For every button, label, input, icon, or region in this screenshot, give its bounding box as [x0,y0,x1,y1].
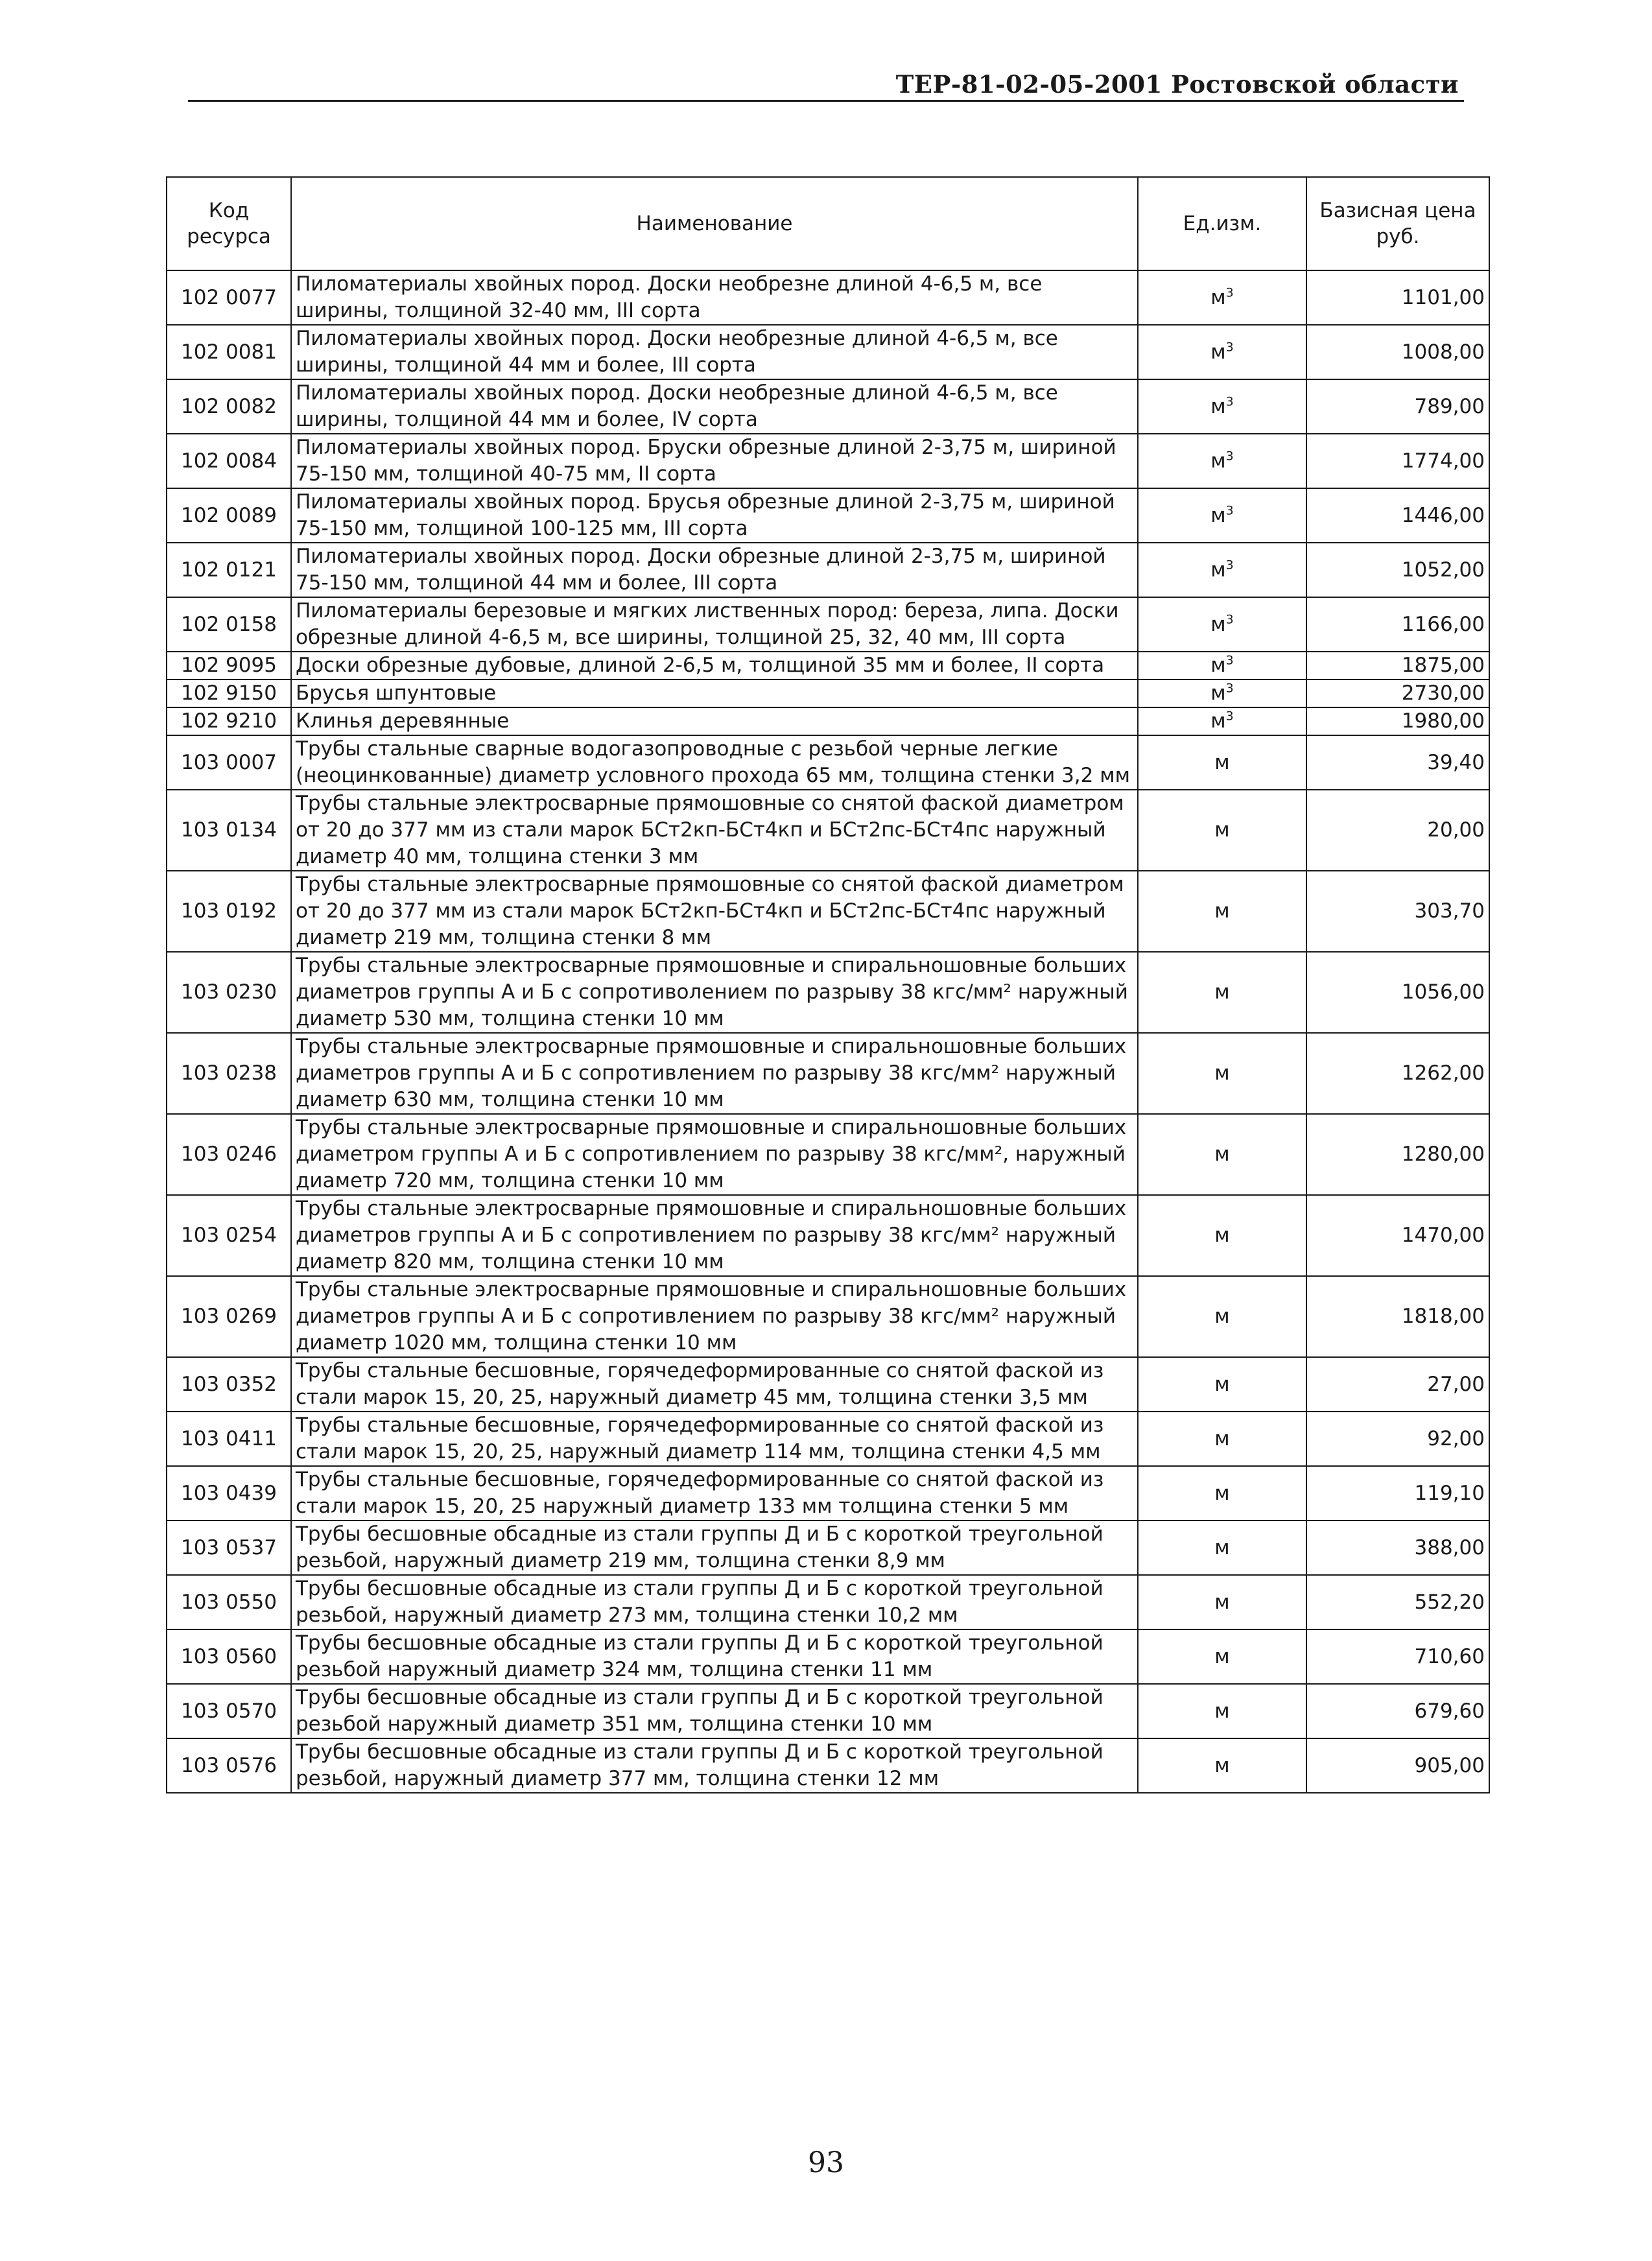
unit-symbol: м [1214,980,1230,1004]
resource-name: Пиломатериалы хвойных пород. Доски необрезне длиной 4-6,5 м, все ширины, толщиной 32-40 мм, III сорта [291,270,1138,325]
resource-code: 103 0238 [167,1033,291,1114]
base-price: 1056,00 [1306,952,1489,1033]
table-row [167,270,1489,325]
table-row [167,597,1489,652]
base-price: 679,60 [1306,1684,1489,1738]
unit-symbol: м [1214,1426,1230,1450]
base-price: 1875,00 [1306,652,1489,680]
resource-name: Брусья шпунтовые [291,680,1138,707]
table-row [167,1276,1489,1357]
unit-exponent: 3 [1225,285,1234,300]
resource-name: Трубы стальные бесшовные, горячедеформированные со снятой фаской из стали марок 15, 20, 25 наружный диаметр 133 мм толщина стенки 5 мм [291,1466,1138,1521]
unit-symbol: м [1214,1061,1230,1085]
resource-code: 102 0084 [167,434,291,488]
resource-name: Трубы стальные бесшовные, горячедеформированные со снятой фаской из стали марок 15, 20, 25, наружный диаметр 114 мм, толщина стенки 4,5 мм [291,1412,1138,1466]
resource-unit [1138,1195,1306,1276]
unit-exponent: 3 [1225,709,1234,724]
unit-symbol: м [1210,612,1226,636]
resource-unit [1138,1114,1306,1195]
resource-code: 102 9095 [167,652,291,680]
resource-name: Трубы бесшовные обсадные из стали группы Д и Б с короткой треугольной резьбой, наружный диаметр 377 мм, толщина стенки 12 мм [291,1738,1138,1793]
table-row [167,1195,1489,1276]
unit-symbol: м [1210,449,1226,473]
base-price: 2730,00 [1306,680,1489,707]
resource-unit [1138,680,1306,707]
base-price: 1052,00 [1306,543,1489,597]
unit-symbol: м [1210,558,1226,582]
resource-code: 103 0254 [167,1195,291,1276]
unit-symbol: м [1210,285,1226,309]
resource-unit [1138,270,1306,325]
base-price: 1470,00 [1306,1195,1489,1276]
table-row [167,652,1489,680]
resource-code: 103 0439 [167,1466,291,1521]
base-price: 92,00 [1306,1412,1489,1466]
resource-name: Трубы стальные электросварные прямошовные со снятой фаской диаметром от 20 до 377 мм из стали марок БСт2кп-БСт4кп и БСт2пс-БСт4пс наружный диаметр 219 мм, толщина стенки 8 мм [291,871,1138,952]
table-row [167,790,1489,871]
base-price: 1280,00 [1306,1114,1489,1195]
unit-symbol: м [1214,1142,1230,1166]
base-price: 1818,00 [1306,1276,1489,1357]
unit-exponent: 3 [1225,558,1234,573]
resource-unit [1138,543,1306,597]
base-price: 1980,00 [1306,707,1489,735]
column-header-code: Код ресурса [167,177,291,270]
resource-unit [1138,871,1306,952]
base-price: 1008,00 [1306,325,1489,379]
unit-exponent: 3 [1225,681,1234,696]
table-header-row [167,177,1489,270]
column-header-name: Наименование [291,177,1138,270]
resource-name: Трубы стальные электросварные прямошовные и спиральношовные больших диаметров группы А и Б с сопротиволением по разрыву 38 кгс/мм² наружный диаметр 530 мм, толщина стенки 10 мм [291,952,1138,1033]
table-row [167,543,1489,597]
resource-unit [1138,1466,1306,1521]
column-header-unit: Ед.изм. [1138,177,1306,270]
base-price: 388,00 [1306,1521,1489,1575]
resource-unit [1138,1521,1306,1575]
unit-exponent: 3 [1225,612,1234,627]
unit-exponent: 3 [1225,653,1234,668]
table-row [167,1521,1489,1575]
resource-code: 103 0269 [167,1276,291,1357]
resource-unit [1138,434,1306,488]
unit-symbol: м [1214,899,1230,923]
resource-code: 103 0352 [167,1357,291,1412]
unit-symbol: м [1214,1481,1230,1505]
resource-name: Трубы стальные сварные водогазопроводные с резьбой черные легкие (неоцинкованные) диаметр условного прохода 65 мм, толщина стенки 3,2 мм [291,735,1138,790]
resource-unit [1138,652,1306,680]
resource-name: Трубы стальные электросварные прямошовные и спиральношовные больших диаметров группы А и Б с сопротивлением по разрыву 38 кгс/мм² наружный диаметр 630 мм, толщина стенки 10 мм [291,1033,1138,1114]
table-row [167,1629,1489,1684]
unit-symbol: м [1214,1753,1230,1777]
unit-symbol: м [1210,394,1226,418]
base-price: 1774,00 [1306,434,1489,488]
base-price: 552,20 [1306,1575,1489,1629]
resource-name: Трубы стальные электросварные прямошовные и спиральношовные больших диаметром группы А и Б с сопротивлением по разрыву 38 кгс/мм², наружный диаметр 720 мм, толщина стенки 10 мм [291,1114,1138,1195]
resource-code: 102 0082 [167,379,291,434]
table-row [167,952,1489,1033]
resource-code: 102 0081 [167,325,291,379]
resource-unit [1138,735,1306,790]
table-row [167,1575,1489,1629]
resource-name: Трубы стальные электросварные прямошовные и спиральношовные больших диаметров группы А и Б с сопротивлением по разрыву 38 кгс/мм² наружный диаметр 820 мм, толщина стенки 10 мм [291,1195,1138,1276]
unit-symbol: м [1214,1224,1230,1247]
resource-code: 103 0246 [167,1114,291,1195]
unit-symbol: м [1214,1699,1230,1723]
resource-code: 103 0570 [167,1684,291,1738]
table-row [167,1684,1489,1738]
table-row [167,735,1489,790]
base-price: 1262,00 [1306,1033,1489,1114]
base-price: 20,00 [1306,790,1489,871]
resource-unit [1138,1276,1306,1357]
base-price: 789,00 [1306,379,1489,434]
resource-unit [1138,488,1306,543]
unit-exponent: 3 [1225,394,1234,409]
resource-name: Трубы стальные электросварные прямошовные и спиральношовные больших диаметров группы А и Б с сопротивлением по разрыву 38 кгс/мм² наружный диаметр 1020 мм, толщина стенки 10 мм [291,1276,1138,1357]
resource-code: 103 0007 [167,735,291,790]
resource-unit [1138,1033,1306,1114]
base-price: 119,10 [1306,1466,1489,1521]
resource-code: 103 0134 [167,790,291,871]
base-price: 303,70 [1306,871,1489,952]
unit-symbol: м [1214,1644,1230,1668]
resource-code: 102 0077 [167,270,291,325]
resource-name: Пиломатериалы хвойных пород. Доски необрезные длиной 4-6,5 м, все ширины, толщиной 44 мм и более, IV сорта [291,379,1138,434]
base-price: 710,60 [1306,1629,1489,1684]
resource-unit [1138,1412,1306,1466]
resource-name: Трубы стальные электросварные прямошовные со снятой фаской диаметром от 20 до 377 мм из стали марок БСт2кп-БСт4кп и БСт2пс-БСт4пс наружный диаметр 40 мм, толщина стенки 3 мм [291,790,1138,871]
table-row [167,379,1489,434]
resource-name: Пиломатериалы хвойных пород. Брусья обрезные длиной 2-3,75 м, шириной 75-150 мм, толщиной 100-125 мм, III сорта [291,488,1138,543]
resource-unit [1138,379,1306,434]
unit-symbol: м [1210,340,1226,364]
unit-exponent: 3 [1225,449,1234,464]
resource-name: Пиломатериалы березовые и мягких лиственных пород: береза, липа. Доски обрезные длиной 4-6,5 м, все ширины, толщиной 25, 32, 40 мм, III сорта [291,597,1138,652]
unit-symbol: м [1214,1372,1230,1396]
resource-unit [1138,707,1306,735]
unit-symbol: м [1210,709,1226,733]
unit-symbol: м [1210,681,1226,705]
unit-symbol: м [1214,1535,1230,1559]
resource-unit [1138,1575,1306,1629]
base-price: 1166,00 [1306,597,1489,652]
unit-symbol: м [1210,654,1226,677]
resource-code: 103 0230 [167,952,291,1033]
resource-code: 103 0411 [167,1412,291,1466]
table-row [167,680,1489,707]
resource-unit [1138,597,1306,652]
base-price: 39,40 [1306,735,1489,790]
resource-unit [1138,325,1306,379]
table-row [167,1738,1489,1793]
unit-symbol: м [1214,1305,1230,1328]
resource-unit [1138,1629,1306,1684]
unit-symbol: м [1214,750,1230,774]
document-title: ТЕР-81-02-05-2001 Ростовской области [895,70,1459,99]
resource-name: Трубы бесшовные обсадные из стали группы Д и Б с короткой треугольной резьбой, наружный диаметр 219 мм, толщина стенки 8,9 мм [291,1521,1138,1575]
column-header-price: Базисная цена руб. [1306,177,1489,270]
unit-symbol: м [1214,1590,1230,1614]
resource-unit [1138,790,1306,871]
resource-code: 103 0560 [167,1629,291,1684]
resource-code: 102 0089 [167,488,291,543]
base-price: 1446,00 [1306,488,1489,543]
base-price: 1101,00 [1306,270,1489,325]
resource-unit [1138,1738,1306,1793]
resource-name: Пиломатериалы хвойных пород. Доски обрезные длиной 2-3,75 м, шириной 75-150 мм, толщиной 44 мм и более, III сорта [291,543,1138,597]
table-row [167,1114,1489,1195]
base-price: 27,00 [1306,1357,1489,1412]
resource-name: Пиломатериалы хвойных пород. Доски необрезные длиной 4-6,5 м, все ширины, толщиной 44 мм и более, III сорта [291,325,1138,379]
unit-symbol: м [1214,818,1230,842]
resource-code: 102 0121 [167,543,291,597]
table-row [167,1412,1489,1466]
table-row [167,871,1489,952]
table-row [167,707,1489,735]
unit-symbol: м [1210,503,1226,527]
table-row [167,1357,1489,1412]
resource-unit [1138,1684,1306,1738]
resource-code: 103 0537 [167,1521,291,1575]
resource-name: Трубы бесшовные обсадные из стали группы Д и Б с короткой треугольной резьбой, наружный диаметр 273 мм, толщина стенки 10,2 мм [291,1575,1138,1629]
resource-code: 102 9150 [167,680,291,707]
resource-code: 103 0576 [167,1738,291,1793]
unit-exponent: 3 [1225,340,1234,355]
resource-unit [1138,1357,1306,1412]
table-row [167,1033,1489,1114]
table-body [167,270,1489,1793]
resource-name: Трубы бесшовные обсадные из стали группы Д и Б с короткой треугольной резьбой наружный диаметр 351 мм, толщина стенки 10 мм [291,1684,1138,1738]
unit-exponent: 3 [1225,503,1234,518]
table-row [167,1466,1489,1521]
table-row [167,488,1489,543]
page-header [188,70,1464,102]
resource-code: 103 0550 [167,1575,291,1629]
resource-name: Трубы бесшовные обсадные из стали группы Д и Б с короткой треугольной резьбой наружный диаметр 324 мм, толщина стенки 11 мм [291,1629,1138,1684]
resource-code: 103 0192 [167,871,291,952]
resource-name: Клинья деревянные [291,707,1138,735]
page-number: 93 [808,2146,844,2179]
resource-name: Трубы стальные бесшовные, горячедеформированные со снятой фаской из стали марок 15, 20, 25, наружный диаметр 45 мм, толщина стенки 3,5 мм [291,1357,1138,1412]
table-row [167,325,1489,379]
resource-name: Доски обрезные дубовые, длиной 2-6,5 м, толщиной 35 мм и более, II сорта [291,652,1138,680]
resource-unit [1138,952,1306,1033]
resource-code: 102 0158 [167,597,291,652]
resource-code: 102 9210 [167,707,291,735]
resource-name: Пиломатериалы хвойных пород. Бруски обрезные длиной 2-3,75 м, шириной 75-150 мм, толщиной 40-75 мм, II сорта [291,434,1138,488]
resource-price-table [166,176,1490,1793]
table-row [167,434,1489,488]
base-price: 905,00 [1306,1738,1489,1793]
